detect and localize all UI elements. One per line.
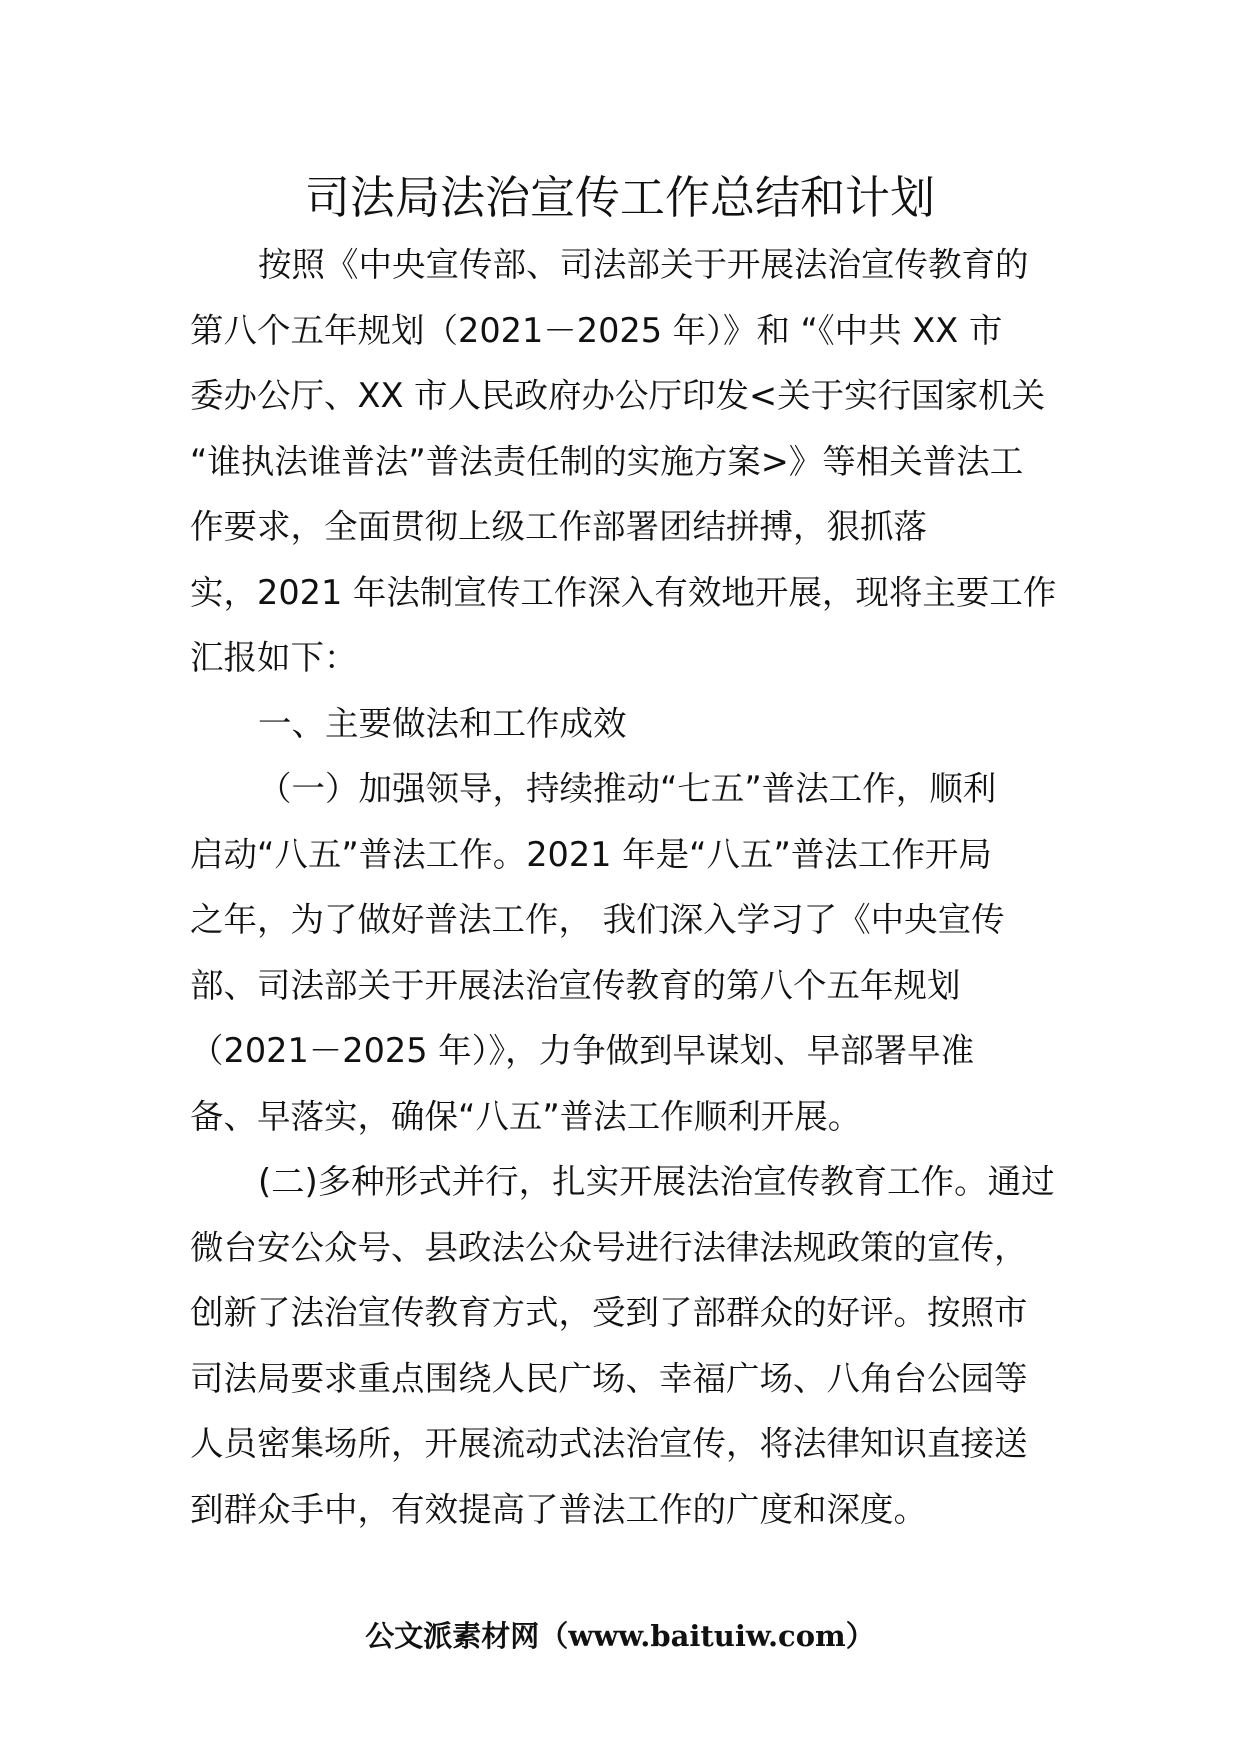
paragraph-line: 微台安公众号、县政法公众号进行法律法规政策的宣传， — [190, 1227, 1028, 1267]
paragraph-line: 之年，为了做好普法工作， 我们深入学习了《中央宣传 — [190, 900, 1005, 939]
paragraph-line: 第八个五年规划（2021－2025 年）》和 “《中共 XX 市 — [190, 310, 1003, 350]
document-title: 司法局法治宣传工作总结和计划 — [304, 171, 935, 224]
paragraph-line: （一）加强领导，持续推动“七五”普法工作，顺利 — [258, 769, 997, 808]
paragraph-line: 按照《中央宣传部、司法部关于开展法治宣传教育的 — [258, 245, 1029, 284]
paragraph-line: 汇报如下： — [190, 638, 358, 677]
document-body — [190, 232, 1070, 1542]
paragraph-line: 部、司法部关于开展法治宣传教育的第八个五年规划 — [190, 965, 961, 1005]
section-heading: 一、主要做法和工作成效 — [258, 703, 627, 743]
paragraph-line: 启动“八五”普法工作。2021 年是“八五”普法工作开局 — [190, 834, 992, 874]
paragraph-line: 委办公厅、XX 市人民政府办公厅印发<关于实行国家机关 — [190, 376, 1046, 415]
paragraph-line: 备、早落实，确保“八五”普法工作顺利开展。 — [190, 1096, 862, 1136]
paragraph-line: 人员密集场所，开展流动式法治宣传，将法律知识直接送 — [190, 1424, 1028, 1463]
paragraph-line: 创新了法治宣传教育方式，受到了部群众的好评。按照市 — [190, 1293, 1028, 1332]
paragraph-line: 实，2021 年法制宣传工作深入有效地开展，现将主要工作 — [190, 572, 1057, 612]
paragraph-line: “谁执法谁普法”普法责任制的实施方案>》等相关普法工 — [190, 441, 1024, 481]
paragraph-line: 作要求，全面贯彻上级工作部署团结拼搏，狠抓落 — [190, 507, 927, 546]
paragraph-line: (二)多种形式并行，扎实开展法治宣传教育工作。通过 — [258, 1162, 1055, 1201]
paragraph-line: 到群众手中，有效提高了普法工作的广度和深度。 — [190, 1489, 927, 1529]
paragraph-line: 司法局要求重点围绕人民广场、幸福广场、八角台公园等 — [190, 1358, 1028, 1398]
footer-watermark: 公文派素材网（www.baituiw.com） — [365, 1619, 875, 1653]
paragraph-line: （2021－2025 年）》，力争做到早谋划、早部署早准 — [190, 1031, 975, 1070]
